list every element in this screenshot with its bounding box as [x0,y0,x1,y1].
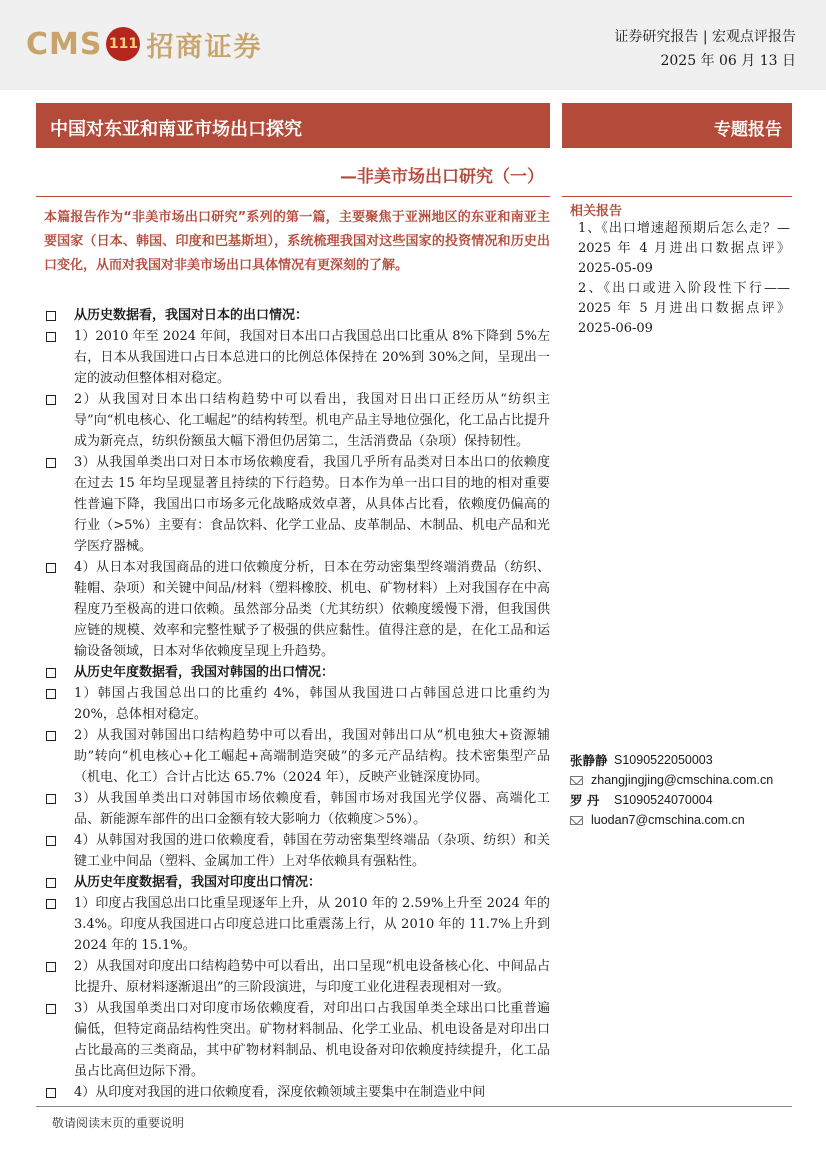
bullet-heading: 从历史年度数据看，我国对韩国的出口情况： [44,662,550,683]
logo-latin: CMS [26,26,103,62]
bullet-heading: 从历史年度数据看，我国对印度出口情况： [44,872,550,893]
related-report-link[interactable]: 1、《出口增速超预期后怎么走？—2025 年 4 月进出口数据点评》2025-05-09 [578,221,790,276]
related-reports-title: 相关报告 [570,204,623,219]
divider [36,196,550,197]
mail-icon [570,776,583,785]
abstract: 本篇报告作为“非美市场出口研究”系列的第一篇，主要聚焦于亚洲地区的东亚和南亚主要国家（日本、韩国、印度和巴基斯坦），系统梳理我国对这些国家的投资情况和历史出口变化，从而对我国对非美市场出口具体情况有更深刻的了解。 [44,210,550,273]
analyst-block [570,750,800,830]
logo-chinese: 招商证券 [146,31,263,63]
page-title: 中国对东亚和南亚市场出口探究 [50,119,302,140]
company-logo [26,24,262,64]
bullet-item: 3）从我国单类出口对印度市场依赖度看，对印出口占我国单类全球出口比重普遍偏低，但特定商品结构性突出。矿物材料制品、化学工业品、机电设备是对印出口占比最高的三类商品，其中矿物材料制品、机电设备对印依赖度持续提升，化工品虽占比高但边际下滑。 [44,998,550,1082]
key-points [44,305,550,1103]
footer-disclaimer: 敬请阅读末页的重要说明 [52,1116,185,1130]
analyst-license: S1090522050003 [614,753,713,767]
mail-icon [570,816,583,825]
divider [562,196,792,197]
analyst-email[interactable]: luodan7@cmschina.com.cn [591,813,745,827]
footer-divider [36,1106,792,1107]
bullet-heading: 从历史数据看，我国对日本的出口情况： [44,305,550,326]
report-category: 专题报告 [714,120,782,140]
report-type: 证券研究报告 | 宏观点评报告 [614,29,796,45]
page-subtitle: —非美市场出口研究（一） [340,167,544,187]
logo-emblem-icon: 111 [106,27,140,61]
bullet-item: 1）韩国占我国总出口的比重约 4%，韩国从我国进口占韩国总进口比重约为 20%，总体相对稳定。 [44,683,550,725]
bullet-item: 3）从我国单类出口对韩国市场依赖度看，韩国市场对我国光学仪器、高端化工品、新能源车部件的出口金额有较大影响力（依赖度＞5%）。 [44,788,550,830]
analyst-email-row [570,770,800,790]
bullet-item: 3）从我国单类出口对日本市场依赖度看，我国几乎所有品类对日本出口的依赖度在过去 15 年均呈现显著且持续的下行趋势。日本作为单一出口目的地的相对重要性普遍下降，我国出口市场多元化战略成效卓著，从具体占比看，依赖度仍偏高的行业（>5%）主要有：食品饮料、化学工业品、皮革制品、木制品、机电产品和光学医疗器械。 [44,452,550,557]
analyst-email[interactable]: zhangjingjing@cmschina.com.cn [591,773,774,787]
related-report-link[interactable]: 2、《出口或进入阶段性下行——2025 年 5 月进出口数据点评》2025-06-09 [578,281,790,336]
title-band [36,103,550,148]
related-reports-list [578,219,790,339]
bullet-item: 4）从韩国对我国的进口依赖度看，韩国在劳动密集型终端品（杂项、纺织）和关键工业中间品（塑料、金属加工件）上对华依赖具有强粘性。 [44,830,550,872]
report-date: 2025 年 06 月 13 日 [660,53,796,69]
analyst-name: 罗 丹 [570,793,600,808]
bullet-item: 4）从印度对我国的进口依赖度看，深度依赖领域主要集中在制造业中间 [44,1082,550,1103]
analyst-row [570,750,800,770]
tag-band [562,103,792,148]
analyst-row [570,790,800,810]
bullet-item: 4）从日本对我国商品的进口依赖度分析，日本在劳动密集型终端消费品（纺织、鞋帽、杂项）和关键中间品/材料（塑料橡胶、机电、矿物材料）上对我国存在中高程度乃至极高的进口依赖。虽然部分品类（尤其纺织）依赖度缓慢下滑，但我国供应链的规模、效率和完整性赋予了极强的供应黏性。值得注意的是，在化工品和运输设备领域，日本对华依赖度呈现上升趋势。 [44,557,550,662]
analyst-license: S1090524070004 [614,793,713,807]
bullet-item: 2）从我国对印度出口结构趋势中可以看出，出口呈现“机电设备核心化、中间品占比提升、原材料逐渐退出”的三阶段演进，与印度工业化进程表现相对一致。 [44,956,550,998]
bullet-item: 2）从我国对日本出口结构趋势中可以看出，我国对日出口正经历从“纺织主导”向“机电核心、化工崛起”的结构转型。机电产品主导地位强化，化工品占比提升成为新亮点，纺织份额虽大幅下滑但仍居第二，生活消费品（杂项）保持韧性。 [44,389,550,452]
analyst-email-row [570,810,800,830]
analyst-name: 张静静 [570,753,608,768]
bullet-item: 1）2010 年至 2024 年间，我国对日本出口占我国总出口比重从 8%下降到 5%左右，日本从我国进口占日本总进口的比例总体保持在 20%到 30%之间，呈现出一定的波动但整体相对稳定。 [44,326,550,389]
bullet-item: 1）印度占我国总出口比重呈现逐年上升，从 2010 年的 2.59%上升至 2024 年的 3.4%。印度从我国进口占印度总进口比重震荡上行，从 2010 年的 11.7%上升到 2024 年的 15.1%。 [44,893,550,956]
bullet-item: 2）从我国对韩国出口结构趋势中可以看出，我国对韩出口从“机电独大+资源辅助”转向“机电核心+化工崛起+高端制造突破”的多元产品结构。技术密集型产品（机电、化工）合计占比达 65.7%（2024 年），反映产业链深度协同。 [44,725,550,788]
